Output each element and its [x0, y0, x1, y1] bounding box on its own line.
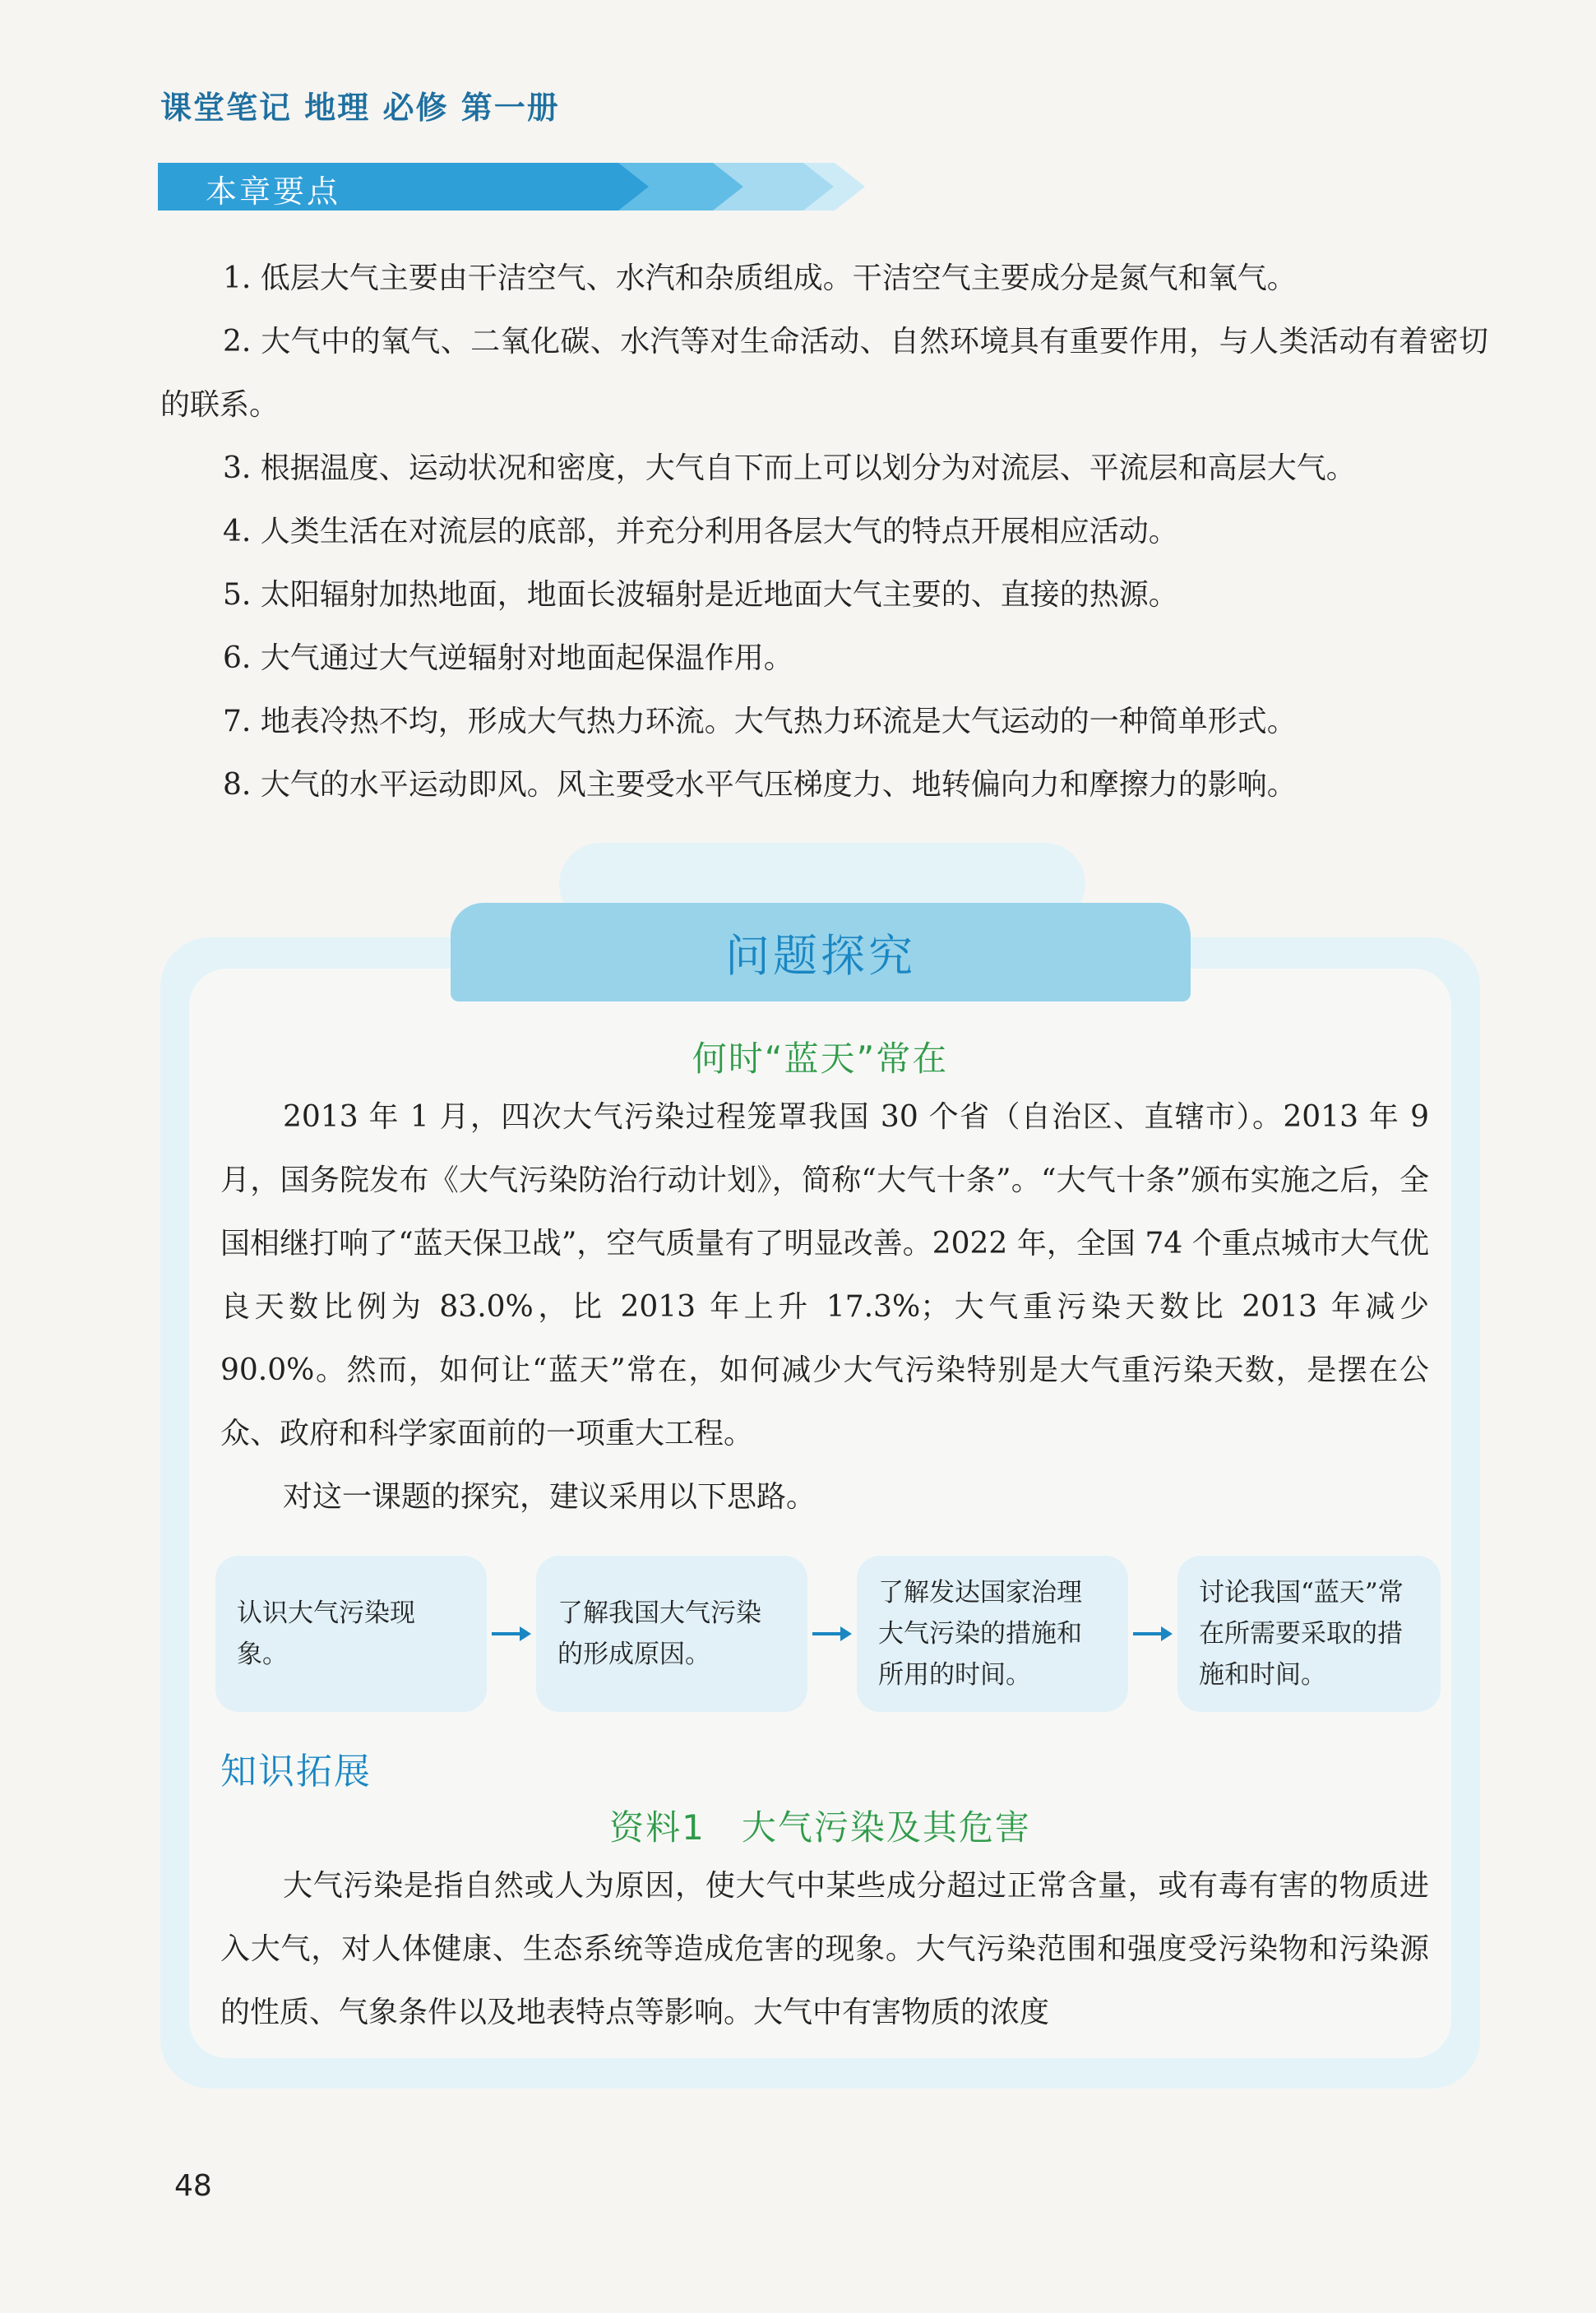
resource-title: 资料1 大气污染及其危害 [609, 1807, 1031, 1848]
list-item: 1. 低层大气主要由干洁空气、水汽和杂质组成。干洁空气主要成分是氮气和氧气。 [223, 261, 1297, 295]
flow-step-3: 了解发达国家治理大气污染的措施和所用的时间。 [857, 1556, 1128, 1712]
flow-step-1: 认识大气污染现象。 [215, 1556, 487, 1712]
list-item: 4. 人类生活在对流层的底部，并充分利用各层大气的特点开展相应活动。 [223, 515, 1178, 548]
resource-body [220, 1854, 1429, 2044]
list-item: 3. 根据温度、运动状况和密度，大气自下而上可以划分为对流层、平流层和高层大气。 [223, 451, 1356, 485]
inquiry-flowchart [215, 1556, 1441, 1712]
arrow-right-icon [490, 1621, 531, 1646]
arrow-right-icon [811, 1621, 852, 1646]
list-item: 7. 地表冷热不均，形成大气热力环流。大气热力环流是大气运动的一种简单形式。 [223, 705, 1297, 738]
list-item: 5. 太阳辐射加热地面，地面长波辐射是近地面大气主要的、直接的热源。 [223, 578, 1178, 612]
case-paragraph: 对这一课题的探究，建议采用以下思路。 [283, 1480, 817, 1514]
running-header: 课堂笔记 地理 必修 第一册 [160, 90, 560, 126]
flow-step-2: 了解我国大气污染的形成原因。 [536, 1556, 807, 1712]
resource-paragraph: 大气污染是指自然或人为原因，使大气中某些成分超过正常含量，或有毒有害的物质进入大气，对人体健康、生态系统等造成危害的现象。大气污染范围和强度受污染物和污染源的性质、气象条件以及地表特点等影响。大气中有害物质的浓度 [220, 1869, 1429, 2029]
case-paragraph: 2013 年 1 月，四次大气污染过程笼罩我国 30 个省（自治区、直辖市）。2013 年 9 月，国务院发布《大气污染防治行动计划》，简称“大气十条”。“大气十条”颁布实施之后，全国相继打响了“蓝天保卫战”，空气质量有了明显改善。2022 年，全国 74 个重点城市大气优良天数比例为 83.0%，比 2013 年上升 17.3%；大气重污染天数比 2013 年减少 90.0%。然而，如何让“蓝天”常在，如何减少大气污染特别是大气重污染天数，是摆在公众、政府和科学家面前的一项重大工程。 [220, 1100, 1429, 1450]
case-body [220, 1085, 1429, 1529]
chapter-points-banner [158, 163, 865, 210]
flow-step-4: 讨论我国“蓝天”常在所需要采取的措施和时间。 [1177, 1556, 1441, 1712]
chapter-points-list [160, 247, 1488, 816]
list-item: 2. 大气中的氧气、二氧化碳、水汽等对生命活动、自然环境具有重要作用，与人类活动有着密切的联系。 [160, 325, 1488, 422]
arrow-right-icon [1131, 1621, 1173, 1646]
chapter-points-heading: 本章要点 [206, 173, 341, 210]
inquiry-tab-title: 问题探究 [725, 930, 916, 982]
knowledge-heading: 知识拓展 [220, 1751, 372, 1793]
case-title: 何时“蓝天”常在 [692, 1039, 949, 1079]
list-item: 8. 大气的水平运动即风。风主要受水平气压梯度力、地转偏向力和摩擦力的影响。 [223, 768, 1297, 802]
page-number: 48 [174, 2169, 212, 2203]
list-item: 6. 大气通过大气逆辐射对地面起保温作用。 [223, 641, 793, 675]
